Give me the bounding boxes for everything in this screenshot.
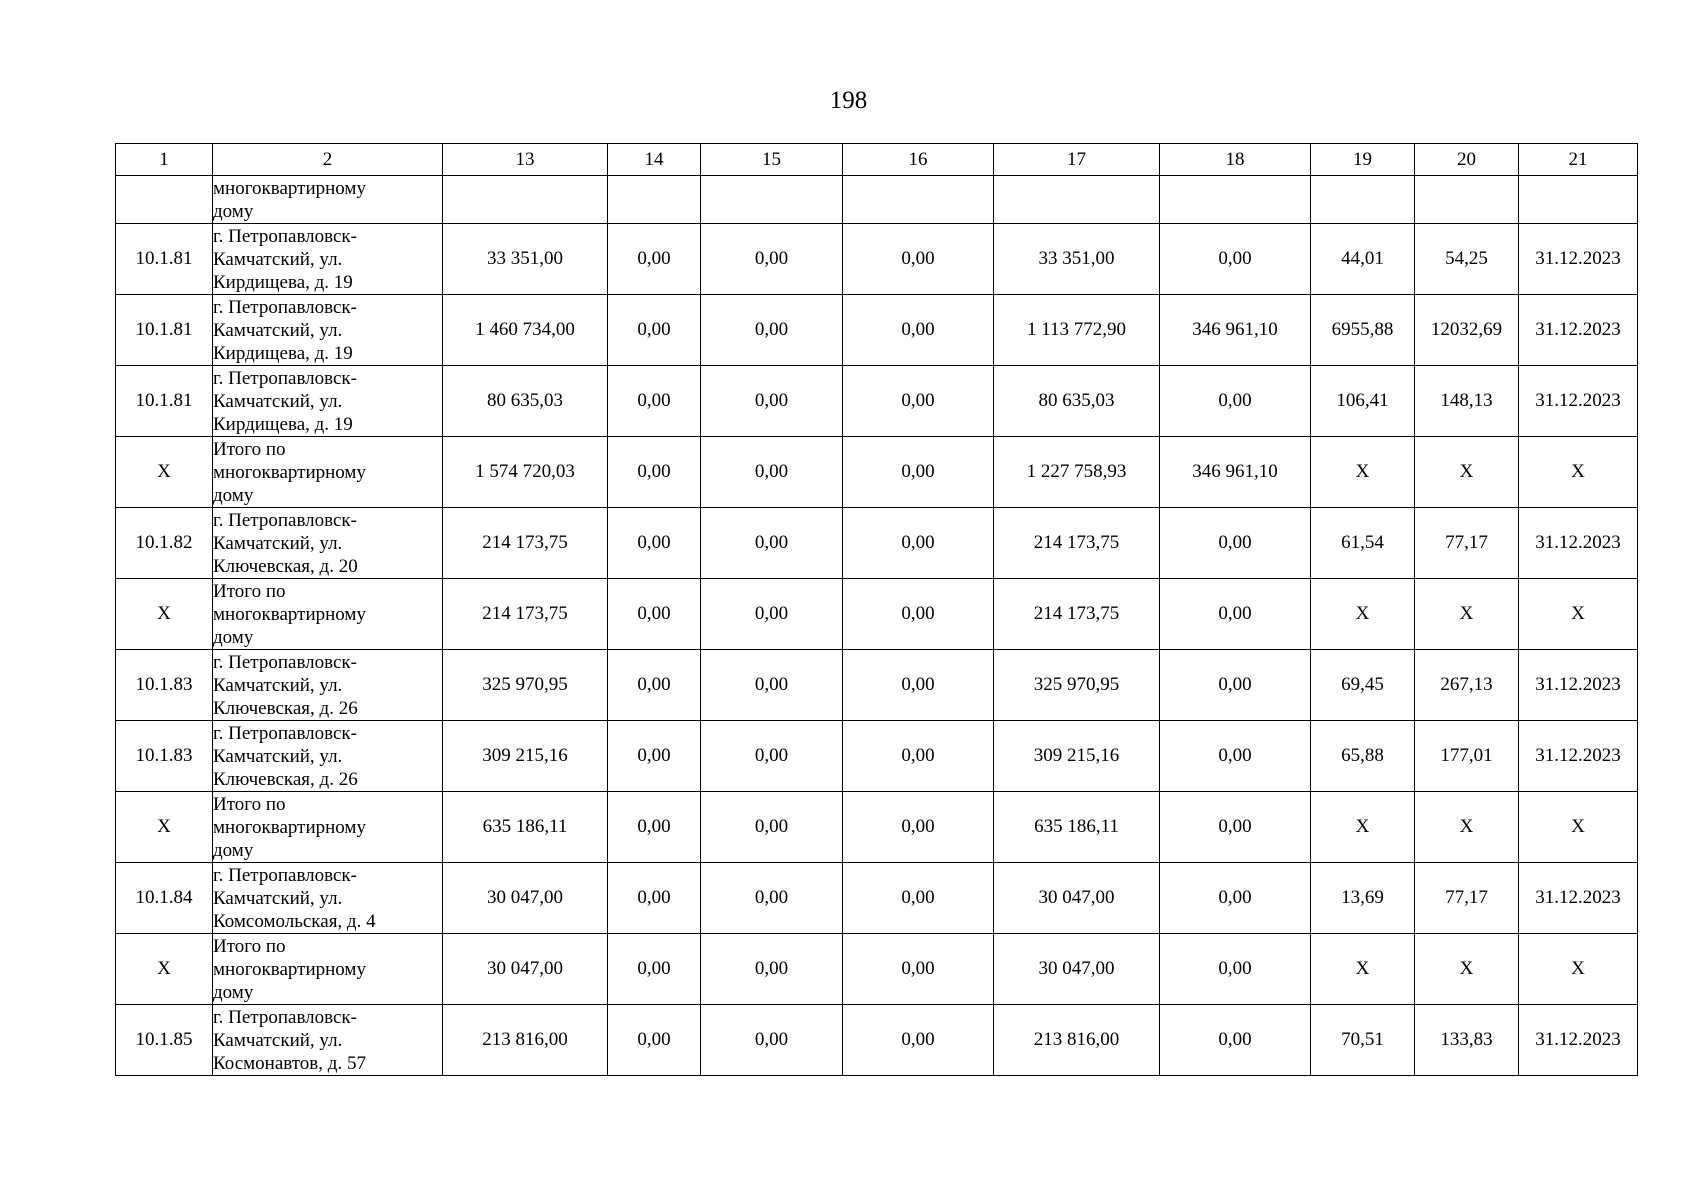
table-cell: 31.12.2023 <box>1519 508 1638 579</box>
table-cell <box>843 176 994 224</box>
table-cell: 0,00 <box>843 1005 994 1076</box>
table-cell: 0,00 <box>701 295 843 366</box>
table-cell: 0,00 <box>1160 650 1311 721</box>
table-cell: 31.12.2023 <box>1519 224 1638 295</box>
table-cell: 0,00 <box>843 579 994 650</box>
table-cell: 0,00 <box>608 934 701 1005</box>
table-cell: 0,00 <box>843 934 994 1005</box>
table-cell: 80 635,03 <box>994 366 1160 437</box>
table-cell: 0,00 <box>608 650 701 721</box>
table-cell: 6955,88 <box>1311 295 1415 366</box>
table-cell: 1 460 734,00 <box>443 295 608 366</box>
table-row <box>116 650 1638 721</box>
table-cell: 0,00 <box>608 721 701 792</box>
table-cell: 0,00 <box>1160 1005 1311 1076</box>
table-cell: 0,00 <box>843 508 994 579</box>
table-cell: 80 635,03 <box>443 366 608 437</box>
table-cell: 0,00 <box>608 366 701 437</box>
table-cell: 0,00 <box>843 224 994 295</box>
table-cell-address: Итого по многоквартирному дому <box>213 437 443 508</box>
table-cell: 0,00 <box>701 508 843 579</box>
table-cell: 77,17 <box>1415 863 1519 934</box>
column-header-21: 21 <box>1519 144 1638 176</box>
table-cell: X <box>1311 792 1415 863</box>
column-header-15: 15 <box>701 144 843 176</box>
table-cell: 12032,69 <box>1415 295 1519 366</box>
table-cell: 325 970,95 <box>443 650 608 721</box>
column-header-19: 19 <box>1311 144 1415 176</box>
table-row <box>116 721 1638 792</box>
table-row <box>116 579 1638 650</box>
table-cell <box>994 176 1160 224</box>
table-cell: 0,00 <box>843 721 994 792</box>
table-cell: 0,00 <box>1160 224 1311 295</box>
table-cell: X <box>1415 579 1519 650</box>
table-cell: 10.1.83 <box>116 650 213 721</box>
column-header-14: 14 <box>608 144 701 176</box>
table-cell: 1 113 772,90 <box>994 295 1160 366</box>
table-cell: 33 351,00 <box>443 224 608 295</box>
table-cell: 346 961,10 <box>1160 295 1311 366</box>
table-cell: 33 351,00 <box>994 224 1160 295</box>
table-cell: 214 173,75 <box>443 579 608 650</box>
table-cell: 0,00 <box>1160 792 1311 863</box>
table-cell: 30 047,00 <box>443 863 608 934</box>
table-cell: X <box>1415 437 1519 508</box>
table-cell: 0,00 <box>701 863 843 934</box>
table-cell <box>1415 176 1519 224</box>
table-cell: 13,69 <box>1311 863 1415 934</box>
table-cell: 0,00 <box>1160 366 1311 437</box>
table-cell: 0,00 <box>608 437 701 508</box>
table-cell: 10.1.85 <box>116 1005 213 1076</box>
table-row <box>116 437 1638 508</box>
table-cell: 0,00 <box>843 792 994 863</box>
table-cell: 0,00 <box>701 934 843 1005</box>
table-cell <box>116 176 213 224</box>
table-cell: 0,00 <box>1160 934 1311 1005</box>
table-cell: 0,00 <box>608 792 701 863</box>
column-header-1: 1 <box>116 144 213 176</box>
table-cell: 106,41 <box>1311 366 1415 437</box>
table-cell: 70,51 <box>1311 1005 1415 1076</box>
table-cell: 325 970,95 <box>994 650 1160 721</box>
table-row <box>116 792 1638 863</box>
table-cell: 635 186,11 <box>443 792 608 863</box>
table-row <box>116 1005 1638 1076</box>
table-cell: 0,00 <box>1160 863 1311 934</box>
data-table <box>115 143 1638 1076</box>
table-cell: 0,00 <box>608 863 701 934</box>
table-cell: 0,00 <box>1160 579 1311 650</box>
column-header-18: 18 <box>1160 144 1311 176</box>
table-cell <box>1519 176 1638 224</box>
table-cell: 0,00 <box>608 295 701 366</box>
table-cell: 31.12.2023 <box>1519 366 1638 437</box>
table-cell-address: Итого по многоквартирному дому <box>213 934 443 1005</box>
table-cell <box>701 176 843 224</box>
table-cell: 148,13 <box>1415 366 1519 437</box>
table-cell-address: Итого по многоквартирному дому <box>213 579 443 650</box>
table-cell: 10.1.81 <box>116 295 213 366</box>
table-cell-address: многоквартирному дому <box>213 176 443 224</box>
table-cell: 213 816,00 <box>443 1005 608 1076</box>
table-cell: 214 173,75 <box>994 579 1160 650</box>
table-cell: 44,01 <box>1311 224 1415 295</box>
table-cell: 267,13 <box>1415 650 1519 721</box>
table-cell: 0,00 <box>843 437 994 508</box>
table-cell: 77,17 <box>1415 508 1519 579</box>
table-cell: 0,00 <box>701 437 843 508</box>
table-cell: 214 173,75 <box>994 508 1160 579</box>
table-cell: 61,54 <box>1311 508 1415 579</box>
table-cell: 177,01 <box>1415 721 1519 792</box>
table-cell: X <box>1519 792 1638 863</box>
table-cell: 10.1.84 <box>116 863 213 934</box>
table-cell: 0,00 <box>701 721 843 792</box>
table-row <box>116 366 1638 437</box>
table-cell: 30 047,00 <box>443 934 608 1005</box>
table-cell: 10.1.81 <box>116 224 213 295</box>
table-cell: 213 816,00 <box>994 1005 1160 1076</box>
table-cell: X <box>1519 579 1638 650</box>
table-cell: X <box>1519 437 1638 508</box>
table-cell <box>443 176 608 224</box>
table-cell-address: г. Петропавловск- Камчатский, ул. Ключевская, д. 26 <box>213 721 443 792</box>
table-cell: 31.12.2023 <box>1519 721 1638 792</box>
table-cell: 0,00 <box>843 295 994 366</box>
table-cell: 10.1.81 <box>116 366 213 437</box>
table-cell: 54,25 <box>1415 224 1519 295</box>
table-cell: X <box>116 437 213 508</box>
table-cell: 1 227 758,93 <box>994 437 1160 508</box>
table-cell: X <box>1311 437 1415 508</box>
table-cell-address: г. Петропавловск- Камчатский, ул. Кирдищева, д. 19 <box>213 295 443 366</box>
table-cell-address: г. Петропавловск- Камчатский, ул. Космонавтов, д. 57 <box>213 1005 443 1076</box>
table-cell: 0,00 <box>608 224 701 295</box>
table-cell: 0,00 <box>701 579 843 650</box>
table-cell: 0,00 <box>1160 508 1311 579</box>
table-cell: 346 961,10 <box>1160 437 1311 508</box>
table-cell: 0,00 <box>701 792 843 863</box>
table-cell: X <box>1519 934 1638 1005</box>
table-cell: 0,00 <box>701 224 843 295</box>
table-cell: 133,83 <box>1415 1005 1519 1076</box>
table-row <box>116 863 1638 934</box>
table-cell: 0,00 <box>843 863 994 934</box>
table-row <box>116 295 1638 366</box>
header-row <box>116 144 1638 176</box>
table-cell <box>1160 176 1311 224</box>
table-cell: 0,00 <box>701 1005 843 1076</box>
table-cell-address: г. Петропавловск- Камчатский, ул. Ключевская, д. 26 <box>213 650 443 721</box>
table-cell: X <box>116 792 213 863</box>
table-cell: X <box>116 934 213 1005</box>
table-cell: X <box>1415 934 1519 1005</box>
table-cell-address: г. Петропавловск- Камчатский, ул. Комсомольская, д. 4 <box>213 863 443 934</box>
column-header-16: 16 <box>843 144 994 176</box>
table-cell: 30 047,00 <box>994 934 1160 1005</box>
table-cell: 10.1.83 <box>116 721 213 792</box>
table-cell: 30 047,00 <box>994 863 1160 934</box>
table-row <box>116 508 1638 579</box>
table-cell: 65,88 <box>1311 721 1415 792</box>
table-cell-address: г. Петропавловск- Камчатский, ул. Ключевская, д. 20 <box>213 508 443 579</box>
table-cell: 31.12.2023 <box>1519 863 1638 934</box>
table-cell-address: Итого по многоквартирному дому <box>213 792 443 863</box>
table-cell: 0,00 <box>701 650 843 721</box>
table-cell: 31.12.2023 <box>1519 650 1638 721</box>
column-header-20: 20 <box>1415 144 1519 176</box>
column-header-17: 17 <box>994 144 1160 176</box>
table-body <box>116 176 1638 1076</box>
table-cell: 309 215,16 <box>994 721 1160 792</box>
table-cell: 309 215,16 <box>443 721 608 792</box>
table-cell: 0,00 <box>701 366 843 437</box>
table-row <box>116 224 1638 295</box>
table-row <box>116 176 1638 224</box>
table-cell: X <box>1311 579 1415 650</box>
table-cell: 0,00 <box>843 650 994 721</box>
table-row <box>116 934 1638 1005</box>
table-header <box>116 144 1638 176</box>
table-cell: 0,00 <box>843 366 994 437</box>
table-cell: 0,00 <box>608 1005 701 1076</box>
table-cell: X <box>1415 792 1519 863</box>
table-cell: 31.12.2023 <box>1519 295 1638 366</box>
table-cell: X <box>1311 934 1415 1005</box>
table-cell-address: г. Петропавловск- Камчатский, ул. Кирдищева, д. 19 <box>213 366 443 437</box>
table-cell: X <box>116 579 213 650</box>
table-cell: 0,00 <box>608 579 701 650</box>
table-cell <box>1311 176 1415 224</box>
table-cell: 0,00 <box>1160 721 1311 792</box>
page-number: 198 <box>829 87 868 114</box>
table-cell: 1 574 720,03 <box>443 437 608 508</box>
table-cell: 31.12.2023 <box>1519 1005 1638 1076</box>
table-cell: 214 173,75 <box>443 508 608 579</box>
table-cell-address: г. Петропавловск- Камчатский, ул. Кирдищева, д. 19 <box>213 224 443 295</box>
column-header-13: 13 <box>443 144 608 176</box>
table-cell <box>608 176 701 224</box>
column-header-2: 2 <box>213 144 443 176</box>
table-cell: 0,00 <box>608 508 701 579</box>
table-cell: 635 186,11 <box>994 792 1160 863</box>
table-cell: 10.1.82 <box>116 508 213 579</box>
table-cell: 69,45 <box>1311 650 1415 721</box>
